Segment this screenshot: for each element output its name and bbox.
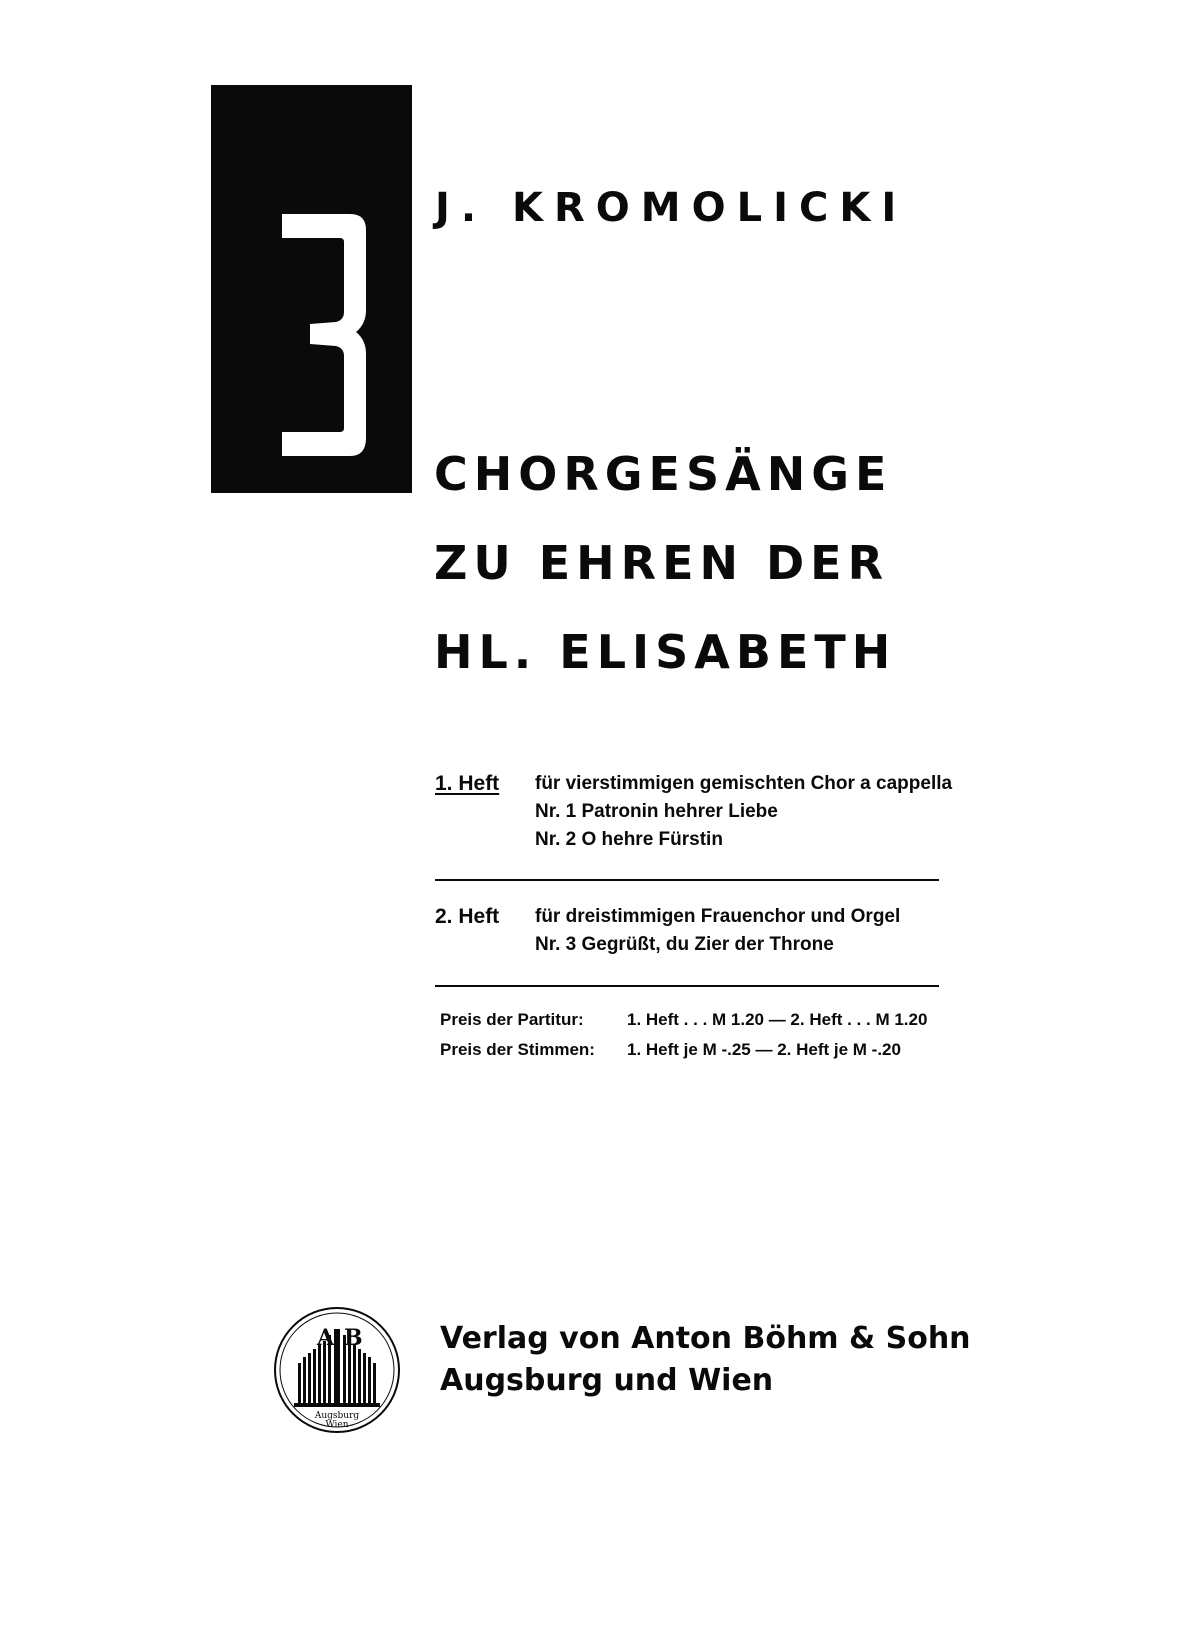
- heft-2-label: 2. Heft: [435, 905, 500, 928]
- heft-2-description: für dreistimmigen Frauenchor und Orgel: [535, 906, 901, 927]
- heft-1-description: für vierstimmigen gemischten Chor a cappella: [535, 773, 953, 794]
- title-line-1: CHORGESÄNGE: [434, 447, 893, 501]
- heft-2-item-1: Nr. 3 Gegrüßt, du Zier der Throne: [535, 934, 834, 955]
- price-row-stimmen: [440, 1040, 960, 1070]
- heft-1-item-2: Nr. 2 O hehre Fürstin: [535, 829, 723, 850]
- heft-1-label: 1. Heft: [435, 772, 500, 795]
- publisher-line-2: Augsburg und Wien: [440, 1363, 774, 1398]
- publisher-imprint: [440, 1318, 971, 1402]
- svg-text:B: B: [344, 1325, 363, 1351]
- large-number-three: [280, 210, 380, 460]
- publisher-line-1: Verlag von Anton Böhm & Sohn: [440, 1321, 971, 1356]
- title-line-2: ZU EHREN DER: [434, 536, 890, 590]
- number-block: [211, 85, 412, 493]
- divider-rule-2: [435, 985, 939, 987]
- title-line-3: HL. ELISABETH: [434, 625, 897, 679]
- price-label-partitur: Preis der Partitur:: [440, 1010, 584, 1029]
- svg-text:Wien: Wien: [325, 1420, 349, 1430]
- divider-rule-1: [435, 879, 939, 881]
- heft-1-item-1: Nr. 1 Patronin hehrer Liebe: [535, 801, 778, 822]
- price-value-stimmen: 1. Heft je M -.25 — 2. Heft je M -.20: [627, 1040, 901, 1059]
- price-label-stimmen: Preis der Stimmen:: [440, 1040, 595, 1059]
- svg-text:Augsburg: Augsburg: [314, 1411, 360, 1421]
- price-value-partitur: 1. Heft . . . M 1.20 — 2. Heft . . . M 1.20: [627, 1010, 928, 1029]
- price-list: [440, 1010, 960, 1070]
- price-row-partitur: [440, 1010, 960, 1040]
- heft-2-section: [435, 905, 955, 961]
- composer-name: J. KROMOLICKI: [435, 185, 908, 231]
- svg-text:A: A: [317, 1325, 335, 1351]
- publisher-organ-logo-icon: [272, 1305, 402, 1435]
- heft-1-section: [435, 772, 955, 856]
